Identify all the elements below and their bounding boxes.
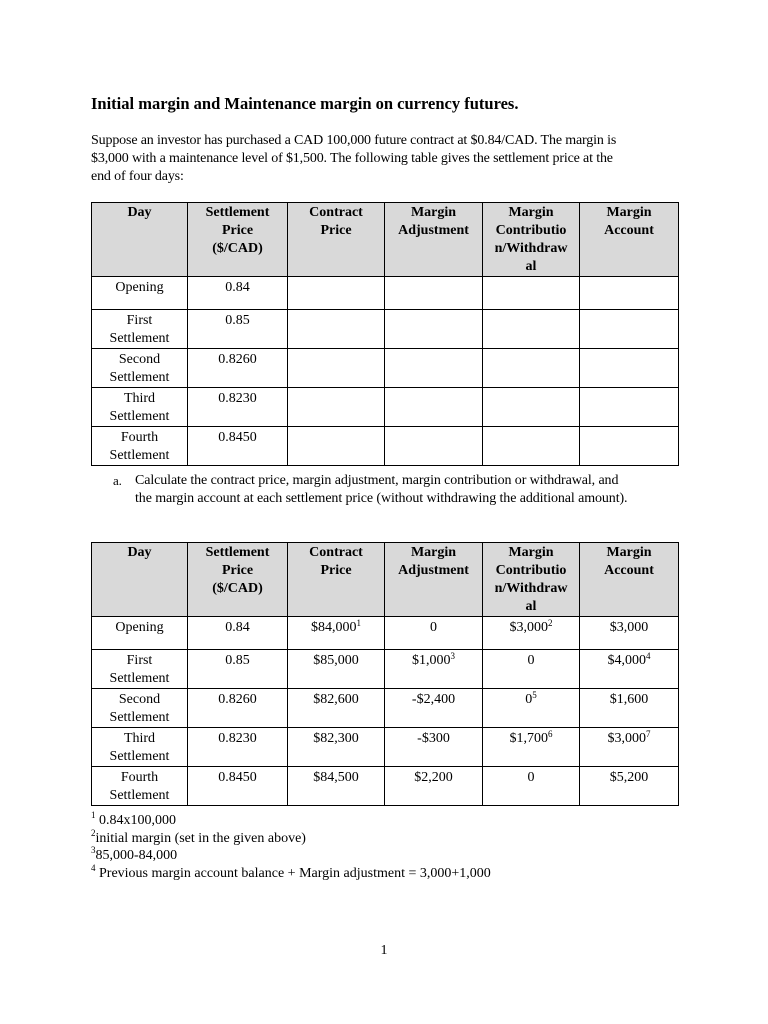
table-row [92, 689, 679, 728]
day-text: Settlement [109, 370, 170, 385]
adjustment-cell [385, 728, 483, 767]
cell-value: -$2,400 [411, 692, 456, 707]
adjustment-cell [385, 617, 483, 650]
day-text: Opening [115, 620, 164, 635]
cell-value: 0 [525, 692, 533, 707]
adjustment-cell [385, 277, 483, 310]
cell-value: $82,600 [313, 692, 359, 707]
cell-value-wrap [610, 690, 649, 709]
footnote-ref: 6 [548, 729, 553, 739]
table-row [92, 767, 679, 806]
footnote-ref: 2 [548, 618, 553, 628]
price-cell [188, 689, 288, 728]
cell-value-wrap [430, 618, 437, 637]
contract-cell [288, 689, 385, 728]
price-value: 0.85 [225, 313, 250, 328]
footnote-ref: 7 [646, 729, 651, 739]
column-header [92, 203, 188, 277]
header-text: Price [320, 563, 352, 578]
day-text: Third [123, 731, 156, 746]
header-text: Day [127, 205, 152, 220]
table-row [92, 349, 679, 388]
header-text: al [525, 599, 537, 614]
price-value: 0.8230 [218, 731, 257, 746]
cell-value-wrap [412, 690, 455, 709]
adjustment-cell [385, 650, 483, 689]
footnote-number: 4 [91, 862, 96, 873]
footnote [91, 847, 491, 865]
list-marker: a. [113, 473, 122, 488]
header-text: al [525, 259, 537, 274]
day-cell [92, 310, 188, 349]
header-text: Margin [508, 545, 554, 560]
account-cell [580, 689, 679, 728]
footnote-ref: 5 [532, 690, 537, 700]
contract-cell [288, 388, 385, 427]
column-header [580, 203, 679, 277]
intro-line: Suppose an investor has purchased a CAD 100,000 future contract at $0.84/CAD. The margin is [91, 133, 617, 148]
header-text: n/Withdraw [494, 581, 568, 596]
adjustment-cell [385, 689, 483, 728]
price-value: 0.8450 [218, 430, 257, 445]
footnote-number: 2 [91, 827, 96, 838]
contract-cell [288, 617, 385, 650]
day-text: Fourth [120, 430, 159, 445]
price-value: 0.8450 [218, 770, 257, 785]
table-row [92, 388, 679, 427]
header-text: Settlement [205, 205, 270, 220]
day-label [110, 651, 170, 688]
day-label [110, 311, 170, 348]
header-text: Settlement [205, 545, 270, 560]
footnote-text: 0.84x100,000 [95, 813, 176, 828]
cell-value: -$300 [417, 731, 450, 746]
header-text: Contributio [495, 223, 567, 238]
day-cell [92, 728, 188, 767]
cell-value-wrap [313, 768, 359, 787]
cell-value: $2,200 [414, 770, 453, 785]
page-number: 1 [380, 943, 388, 958]
cell-value: $1,700 [509, 731, 548, 746]
cell-value-wrap [610, 768, 649, 787]
account-cell [580, 277, 679, 310]
adjustment-cell [385, 388, 483, 427]
cell-value-wrap [528, 651, 535, 670]
day-text: Settlement [109, 710, 170, 725]
intro-line: $3,000 with a maintenance level of $1,500. The following table gives the settlement price at the [91, 151, 613, 166]
day-label [115, 618, 163, 637]
footnote-ref: 4 [646, 651, 651, 661]
footnote-number: 3 [91, 845, 96, 855]
day-label [110, 389, 170, 426]
price-value: 0.84 [225, 620, 250, 635]
header-text: Account [604, 563, 654, 578]
cell-value: $3,000 [509, 620, 548, 635]
header-text: Adjustment [398, 223, 469, 238]
header-text: Adjustment [398, 563, 469, 578]
day-text: Settlement [109, 331, 170, 346]
cell-value-wrap [510, 729, 553, 748]
cell-value-wrap [311, 618, 361, 637]
price-cell [188, 650, 288, 689]
column-header [385, 543, 483, 617]
cell-value-wrap [412, 651, 455, 670]
cell-value-wrap [610, 618, 649, 637]
contribution-cell [483, 767, 580, 806]
account-cell [580, 728, 679, 767]
price-value: 0.8230 [218, 391, 257, 406]
cell-value: $84,000 [311, 620, 357, 635]
contribution-cell [483, 388, 580, 427]
column-header [483, 543, 580, 617]
header-text: Price [221, 563, 254, 578]
header-text: ($/CAD) [212, 241, 263, 256]
table-row [92, 617, 679, 650]
footnotes [91, 812, 491, 882]
day-text: First [126, 653, 153, 668]
footnote-ref: 1 [356, 618, 361, 628]
cell-value: 0 [430, 620, 437, 635]
account-cell [580, 310, 679, 349]
contribution-cell [483, 349, 580, 388]
contract-cell [288, 277, 385, 310]
column-header [483, 203, 580, 277]
footnote [91, 862, 491, 883]
cell-value-wrap [313, 651, 359, 670]
cell-value-wrap [313, 690, 359, 709]
header-text: n/Withdraw [494, 241, 568, 256]
day-cell [92, 277, 188, 310]
account-cell [580, 767, 679, 806]
header-text: Day [127, 545, 152, 560]
day-label [110, 350, 170, 387]
header-text: Margin [508, 205, 554, 220]
price-cell [188, 277, 288, 310]
cell-value: $1,600 [609, 692, 649, 707]
column-header [92, 543, 188, 617]
day-cell [92, 388, 188, 427]
adjustment-cell [385, 427, 483, 466]
price-cell [188, 427, 288, 466]
footnote-text: initial margin (set in the given above) [95, 830, 306, 846]
footnote-number: 1 [91, 810, 96, 820]
cell-value-wrap [525, 690, 537, 709]
table-row [92, 427, 679, 466]
adjustment-cell [385, 349, 483, 388]
day-text: First [126, 313, 153, 328]
cell-value: 0 [527, 653, 535, 668]
cell-value: $1,000 [412, 653, 451, 668]
price-cell [188, 728, 288, 767]
cell-value-wrap [608, 729, 651, 748]
contribution-cell [483, 427, 580, 466]
price-cell [188, 349, 288, 388]
day-label [110, 690, 170, 727]
footnote [91, 812, 491, 830]
contract-cell [288, 650, 385, 689]
day-text: Second [118, 352, 161, 367]
day-text: Second [118, 692, 161, 707]
price-cell [188, 388, 288, 427]
header-text: Margin [606, 205, 652, 220]
header-text: Account [604, 223, 654, 238]
contribution-cell [483, 689, 580, 728]
day-cell [92, 349, 188, 388]
account-cell [580, 650, 679, 689]
cell-value: $3,000 [607, 731, 646, 746]
header-text: Price [221, 223, 254, 238]
account-cell [580, 388, 679, 427]
day-cell [92, 427, 188, 466]
cell-value: $3,000 [609, 620, 649, 635]
day-text: Fourth [120, 770, 159, 785]
contribution-cell [483, 310, 580, 349]
settlement-table-answers [91, 542, 679, 806]
cell-value: $5,200 [609, 770, 649, 785]
header-text: Margin [606, 545, 652, 560]
cell-value: $82,300 [313, 731, 359, 746]
cell-value: $84,500 [313, 770, 359, 785]
column-header [580, 543, 679, 617]
table-header-row [92, 543, 679, 617]
table-row [92, 310, 679, 349]
account-cell [580, 617, 679, 650]
day-text: Opening [115, 280, 164, 295]
account-cell [580, 427, 679, 466]
header-text: Contract [309, 205, 363, 220]
price-cell [188, 617, 288, 650]
contribution-cell [483, 728, 580, 767]
day-cell [92, 617, 188, 650]
table-header-row [92, 203, 679, 277]
day-text: Settlement [109, 448, 170, 463]
day-label [110, 768, 170, 805]
day-text: Settlement [109, 788, 170, 803]
footnote-ref: 3 [450, 651, 455, 661]
contract-cell [288, 767, 385, 806]
price-value: 0.84 [225, 280, 250, 295]
day-cell [92, 689, 188, 728]
day-text: Settlement [109, 749, 170, 764]
contract-cell [288, 349, 385, 388]
cell-value: $85,000 [313, 653, 359, 668]
contract-cell [288, 310, 385, 349]
intro-line: end of four days: [91, 169, 184, 184]
column-header [288, 543, 385, 617]
cell-value-wrap [417, 729, 450, 748]
column-header [188, 203, 288, 277]
question-line: the margin account at each settlement price (without withdrawing the additional amount). [135, 491, 628, 506]
day-label [110, 428, 170, 465]
price-cell [188, 767, 288, 806]
price-value: 0.85 [225, 653, 250, 668]
cell-value-wrap [414, 768, 453, 787]
header-text: ($/CAD) [212, 581, 263, 596]
column-header [288, 203, 385, 277]
adjustment-cell [385, 767, 483, 806]
cell-value-wrap [313, 729, 359, 748]
adjustment-cell [385, 310, 483, 349]
table-row [92, 650, 679, 689]
header-text: Price [320, 223, 352, 238]
header-text: Contract [309, 545, 363, 560]
price-cell [188, 310, 288, 349]
day-text: Third [123, 391, 156, 406]
cell-value: $4,000 [607, 653, 646, 668]
header-text: Margin [410, 205, 457, 220]
settlement-table-blank [91, 202, 679, 466]
footnote-text: 85,000-84,000 [95, 848, 178, 863]
day-label [115, 278, 163, 297]
header-text: Contributio [495, 563, 567, 578]
footnote-text: Previous margin account balance + Margin adjustment = 3,000+1,000 [95, 865, 491, 881]
contribution-cell [483, 617, 580, 650]
price-value: 0.8260 [218, 692, 257, 707]
document-title: Initial margin and Maintenance margin on currency futures. [91, 94, 519, 113]
price-value: 0.8260 [218, 352, 257, 367]
contract-cell [288, 728, 385, 767]
day-text: Settlement [109, 409, 170, 424]
footnote [91, 827, 491, 848]
header-text: Margin [410, 545, 457, 560]
contract-cell [288, 427, 385, 466]
intro-paragraph [91, 132, 681, 186]
table-row [92, 728, 679, 767]
cell-value: 0 [527, 770, 535, 785]
column-header [188, 543, 288, 617]
contribution-cell [483, 650, 580, 689]
day-cell [92, 767, 188, 806]
day-text: Settlement [109, 671, 170, 686]
account-cell [580, 349, 679, 388]
question-line: Calculate the contract price, margin adjustment, margin contribution or withdrawal, and [135, 473, 619, 488]
contribution-cell [483, 277, 580, 310]
column-header [385, 203, 483, 277]
table-row [92, 277, 679, 310]
cell-value-wrap [528, 768, 535, 787]
day-cell [92, 650, 188, 689]
cell-value-wrap [608, 651, 651, 670]
day-label [110, 729, 170, 766]
cell-value-wrap [510, 618, 553, 637]
